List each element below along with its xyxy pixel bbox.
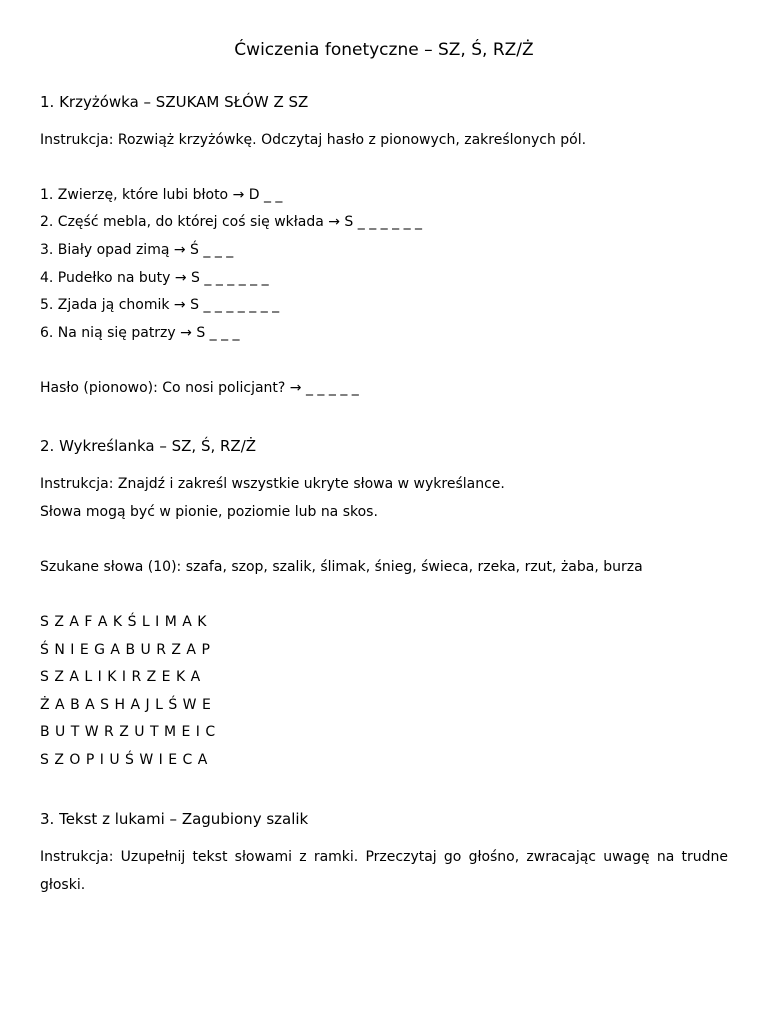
section-1-instruction: Instrukcja: Rozwiąż krzyżówkę. Odczytaj hasło z pionowych, zakreślonych pól. bbox=[40, 132, 587, 148]
crossword-clue: 5. Zjada ją chomik → S _ _ _ _ _ _ _ bbox=[40, 297, 280, 313]
crossword-clue: 4. Pudełko na buty → S _ _ _ _ _ _ bbox=[40, 270, 269, 286]
word-search-row: B U T W R Z U T M E I C bbox=[40, 724, 216, 740]
word-search-row: Ś N I E G A B U R Z A P bbox=[40, 642, 211, 658]
section-2-instruction-line-1: Instrukcja: Znajdź i zakreśl wszystkie ukryte słowa w wykreślance. bbox=[40, 476, 505, 492]
page-title: Ćwiczenia fonetyczne – SZ, Ś, RZ/Ż bbox=[234, 40, 534, 60]
crossword-clue: 1. Zwierzę, które lubi błoto → D _ _ bbox=[40, 187, 283, 203]
word-search-row: Ż A B A S H A J L Ś W E bbox=[40, 697, 212, 713]
crossword-clue: 3. Biały opad zimą → Ś _ _ _ bbox=[40, 242, 234, 258]
crossword-clue: 6. Na nią się patrzy → S _ _ _ bbox=[40, 325, 240, 341]
word-search-row: S Z A F A K Ś L I M A K bbox=[40, 614, 207, 630]
crossword-clue: 2. Część mebla, do której coś się wkłada → S _ _ _ _ _ _ bbox=[40, 214, 423, 230]
word-search-row: S Z O P I U Ś W I E C A bbox=[40, 752, 208, 768]
crossword-password: Hasło (pionowo): Co nosi policjant? → _ _ _ _ _ bbox=[40, 380, 359, 396]
word-search-row: S Z A L I K I R Z E K A bbox=[40, 669, 201, 685]
section-3-instruction: Instrukcja: Uzupełnij tekst słowami z ramki. Przeczytaj go głośno, zwracając uwagę na trudne głoski. bbox=[40, 849, 728, 893]
section-1-heading: 1. Krzyżówka – SZUKAM SŁÓW Z SZ bbox=[40, 93, 309, 111]
search-words-list: Szukane słowa (10): szafa, szop, szalik, ślimak, śnieg, świeca, rzeka, rzut, żaba, burza bbox=[40, 559, 643, 575]
section-2-heading: 2. Wykreślanka – SZ, Ś, RZ/Ż bbox=[40, 437, 257, 455]
section-2-instruction-line-2: Słowa mogą być w pionie, poziomie lub na skos. bbox=[40, 504, 378, 520]
section-3-heading: 3. Tekst z lukami – Zagubiony szalik bbox=[40, 810, 309, 828]
